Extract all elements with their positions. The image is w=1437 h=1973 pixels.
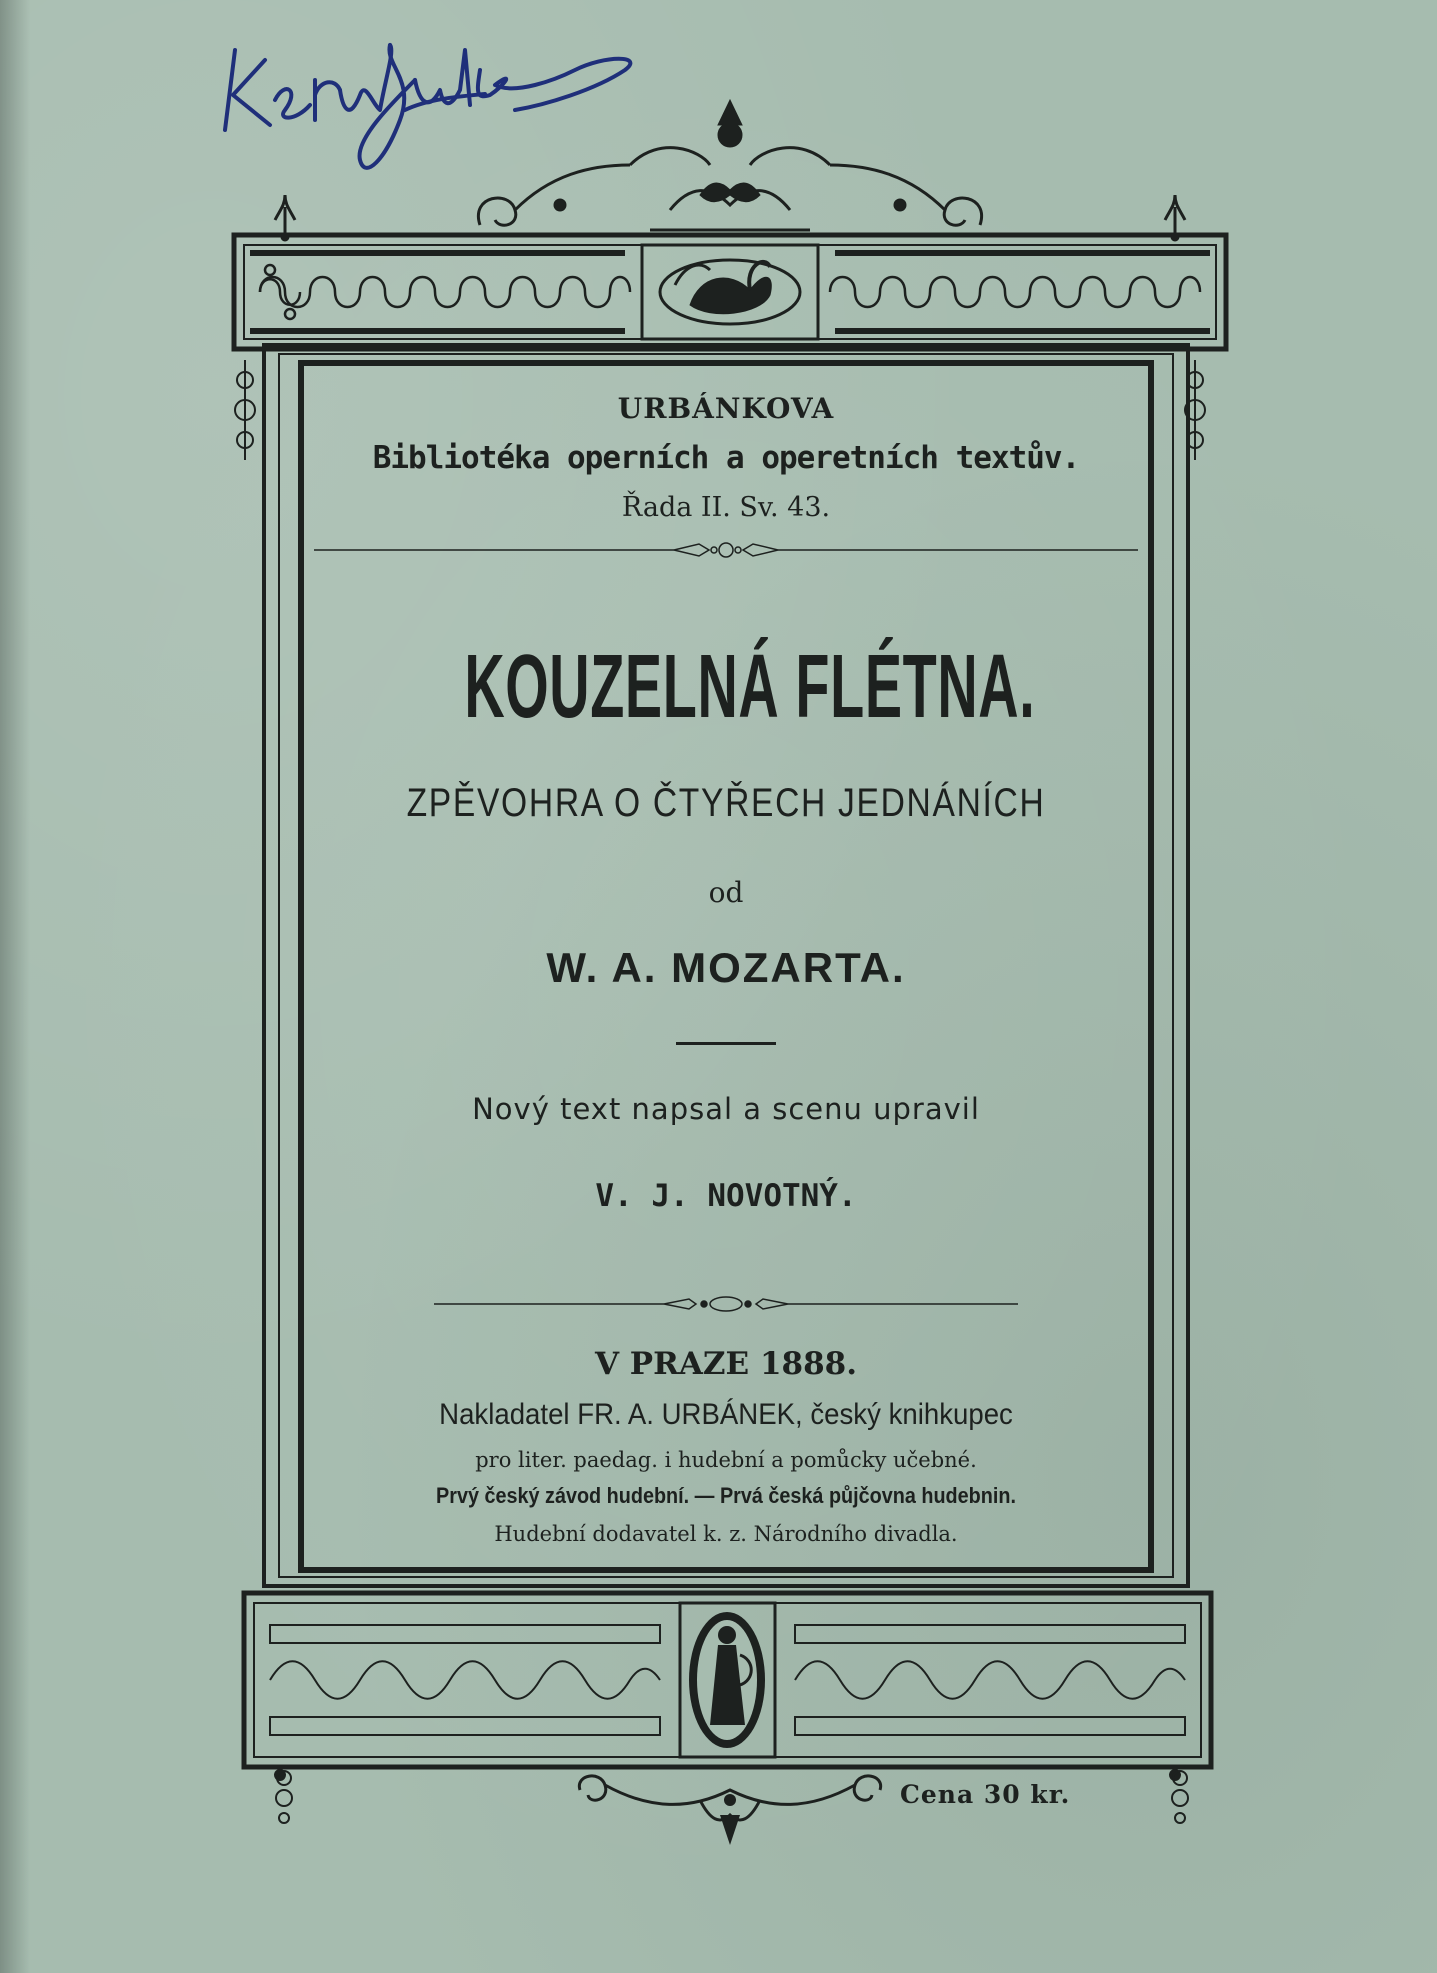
place-year: V PRAZE 1888. [594,1346,858,1382]
composer-name: W. A. MOZARTA. [546,944,906,991]
binding-shadow [0,0,30,1973]
scroll-ornament-left-icon [260,277,630,307]
corner-ornament-left [272,1768,296,1828]
library-name: Bibliotéka operních a operetních textův. [372,440,1080,476]
corner-ornament-right [1168,1768,1192,1828]
author-name: V. J. NOVOTNÝ. [595,1178,857,1214]
bottom-scroll-ornament [570,1770,890,1850]
lyre-muse-ornament-icon [689,1612,765,1748]
book-subtitle: ZPĚVOHRA O ČTYŘECH JEDNÁNÍCH [406,781,1046,825]
divider-ornament-2 [434,1294,1018,1314]
credit-line: Nový text napsal a scenu upravil [472,1092,980,1126]
series-volume: Řada II. Sv. 43. [621,492,831,523]
imprint-line-1: pro liter. paedag. i hudební a pomůcky učebné. [475,1448,977,1472]
swan-ornament-icon [660,260,800,324]
scroll-ornament-right-icon [830,277,1200,307]
side-ornament-left [230,360,260,460]
short-rule [676,1042,776,1045]
publisher-line: Nakladatel FR. A. URBÁNEK, český knihkupec [439,1398,1013,1431]
top-ornament [230,95,1230,355]
price-label: Cena 30 kr. [900,1780,1071,1809]
imprint-line-2: Prvý český závod hudební. — Prvá česká půjčovna hudebnin. [436,1483,1016,1508]
title-panel [304,366,1148,1567]
bottom-ornament [240,1585,1215,1785]
publisher-series: URBÁNKOVA [617,392,835,425]
by-word: od [708,876,744,909]
imprint-line-3: Hudební dodavatel k. z. Národního divadla. [494,1522,958,1546]
divider-ornament-1 [314,540,1138,560]
book-title: KOUZELNÁ FLÉTNA. [464,637,1036,737]
